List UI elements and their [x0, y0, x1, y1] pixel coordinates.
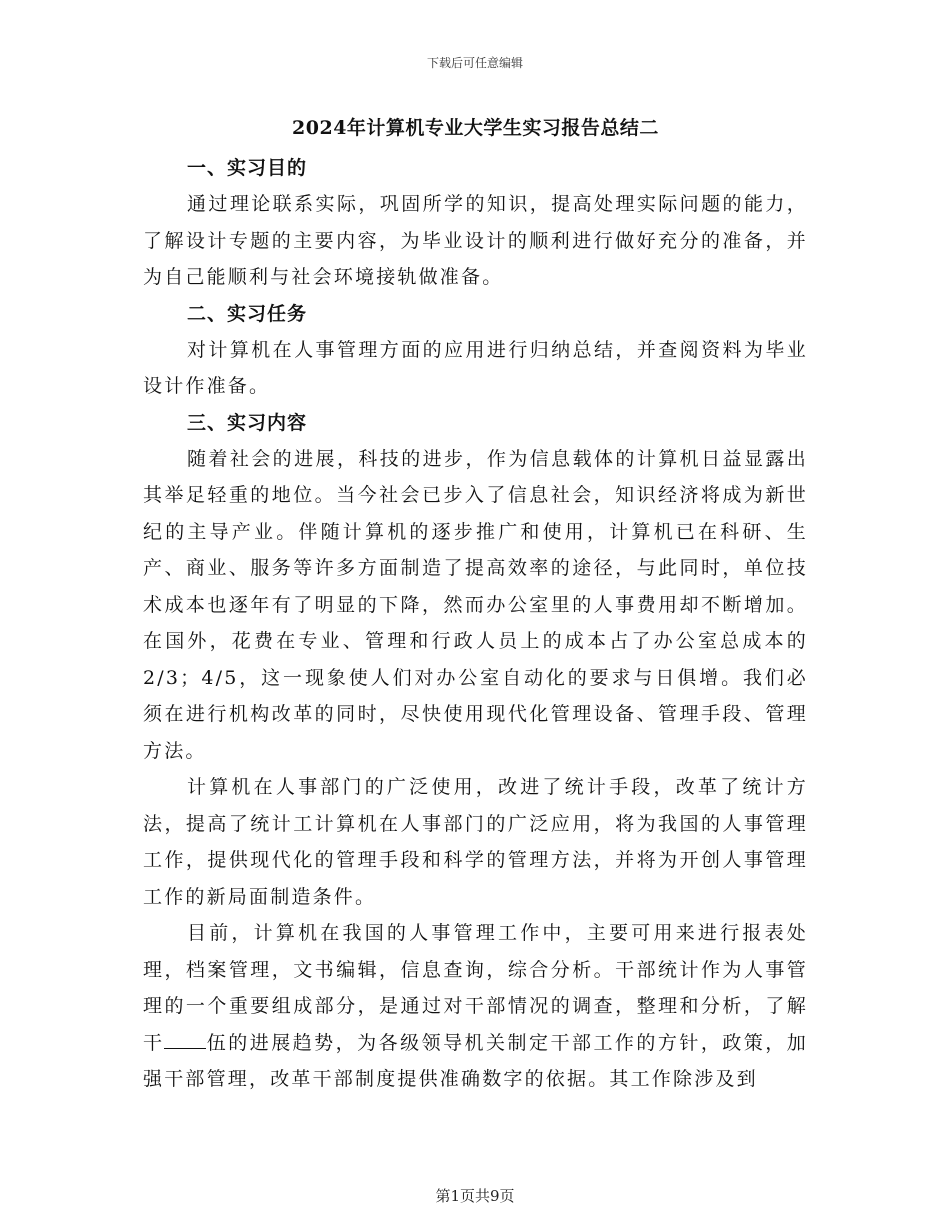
document-title: 2024年计算机专业大学生实习报告总结二 — [292, 117, 659, 139]
paragraph-task: 对计算机在人事管理方面的应用进行归纳总结，并查阅资料为毕业设计作准备。 — [143, 338, 808, 397]
document-body — [143, 112, 808, 1098]
page-header-note: 下载后可任意编辑 — [426, 56, 523, 70]
section-heading-task: 二、实习任务 — [187, 302, 308, 325]
paragraph-content-3 — [143, 915, 808, 1098]
paragraph-content-2: 计算机在人事部门的广泛使用，改进了统计手段，改革了统计方法，提高了统计工计算机在人事部门的广泛应用，将为我国的人事管理工作，提供现代化的管理手段和科学的管理方法，并将为开创人事管理工作的新局面制造条件。 — [143, 776, 808, 908]
paragraph-content-3-after-blank: 伍的进展趋势，为各级领导机关制定干部工作的方针，政策，加强干部管理，改革干部制度提供准确数字的依据。其工作除涉及到 — [143, 1031, 808, 1090]
section-heading-content: 三、实习内容 — [187, 411, 308, 434]
paragraph-purpose: 通过理论联系实际，巩固所学的知识，提高处理实际问题的能力，了解设计专题的主要内容，为毕业设计的顺利进行做好充分的准备，并为自己能顺利与社会环境接轨做准备。 — [143, 193, 808, 288]
fill-in-blank — [164, 1030, 206, 1049]
paragraph-content-3-before-blank: 目前，计算机在我国的人事管理工作中，主要可用来进行报表处理，档案管理，文书编辑，信息查询，综合分析。干部统计作为人事管理的一个重要组成部分，是通过对干部情况的调查，整理和分析，了解干 — [143, 922, 808, 1054]
page-footer-number: 第1页共9页 — [435, 1187, 515, 1205]
section-heading-purpose: 一、实习目的 — [187, 157, 308, 179]
paragraph-content-1: 随着社会的进展，科技的进步，作为信息载体的计算机日益显露出其举足轻重的地位。当今社会已步入了信息社会，知识经济将成为新世纪的主导产业。伴随计算机的逐步推广和使用，计算机已在科研、生产、商业、服务等许多方面制造了提高效率的途径，与此同时，单位技术成本也逐年有了明显的下降，然而办公室里的人事费用却不断增加。在国外，花费在专业、管理和行政人员上的成本占了办公室总成本的2/3；4/5，这一现象使人们对办公室自动化的要求与日俱增。我们必须在进行机构改革的同时，尽快使用现代化管理设备、管理手段、管理方法。 — [143, 447, 808, 762]
